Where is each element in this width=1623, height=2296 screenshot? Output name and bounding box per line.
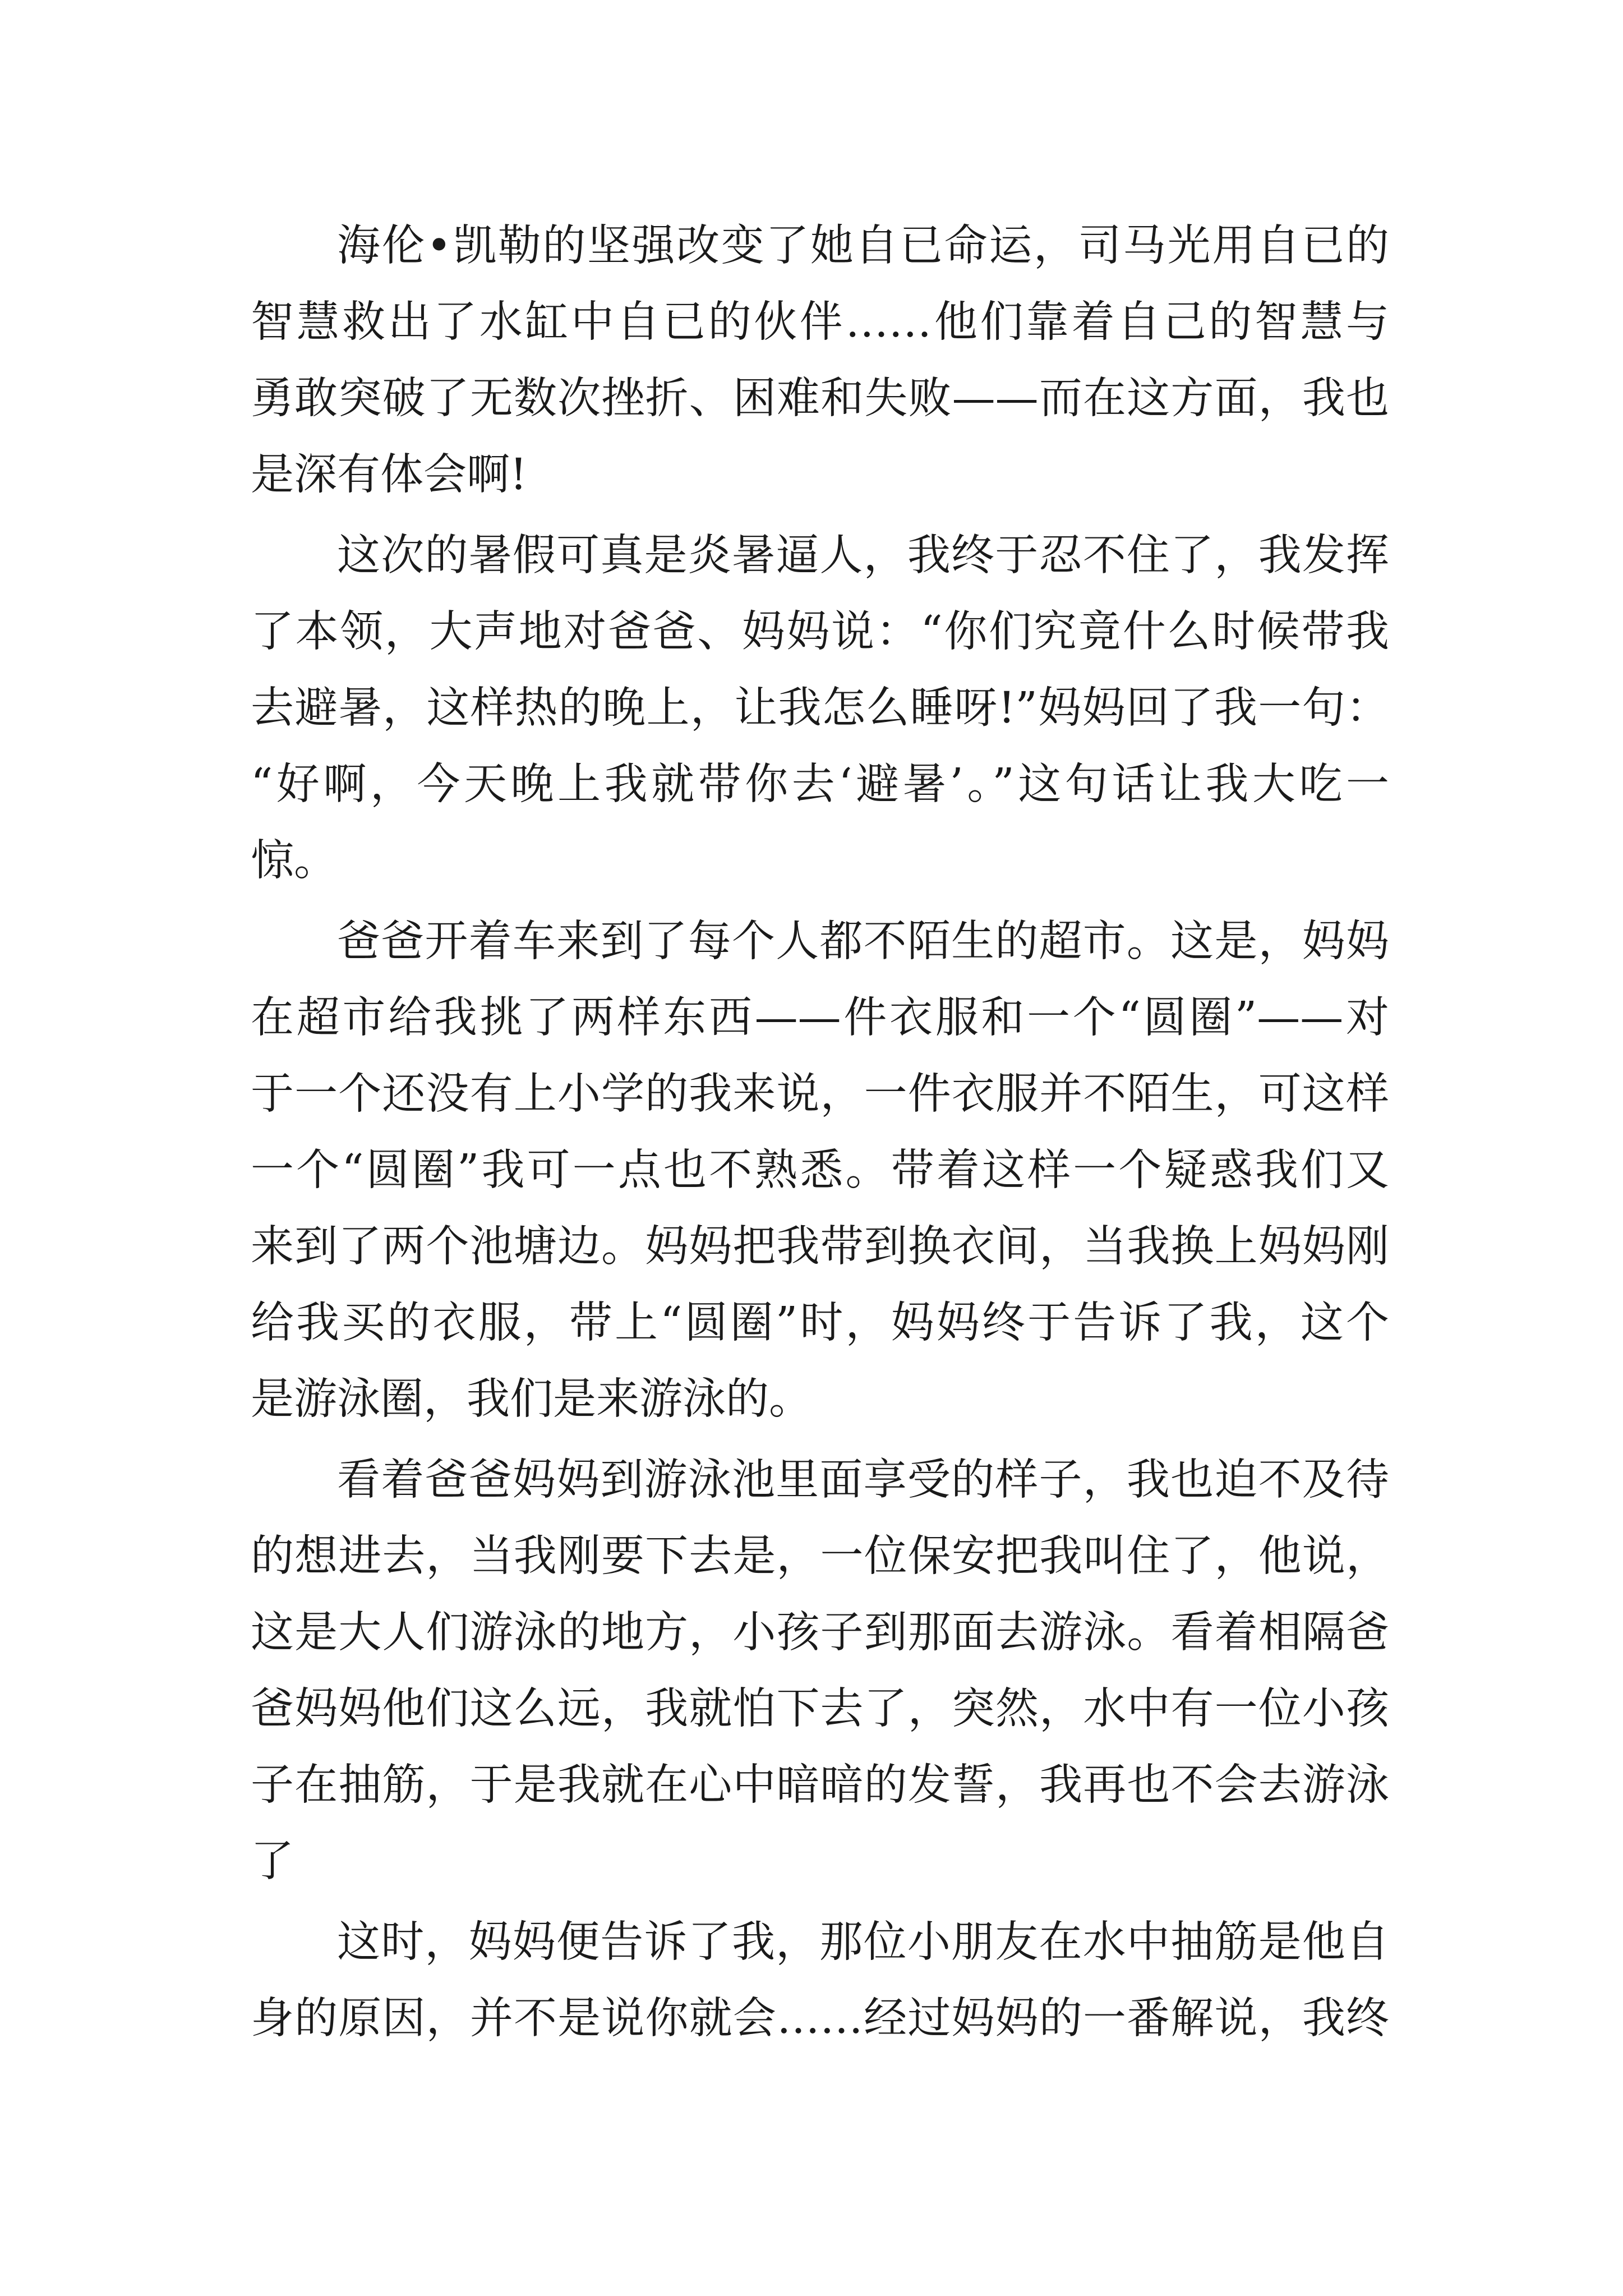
text-line: 了 [251,1837,294,1887]
text-line: 勇敢突破了无数次挫折、困难和失败——而在这方面，我也 [251,374,1389,424]
body-text [251,208,1389,2057]
text-line: 海伦•凯勒的坚强改变了她自已命运，司马光用自已的 [337,221,1389,271]
paragraph-2 [251,518,1389,899]
text-line: 惊。 [251,836,337,886]
paragraph-5 [251,1904,1389,2057]
text-line: 子在抽筋，于是我就在心中暗暗的发誓，我再也不会去游泳 [251,1760,1389,1810]
text-line: 这时，妈妈便告诉了我，那位小朋友在水中抽筋是他自 [337,1917,1389,1967]
text-line: 是深有体会啊! [251,450,527,500]
text-line: 一个“圆圈”我可一点也不熟悉。带着这样一个疑惑我们又 [251,1145,1389,1195]
paragraph-3 [251,904,1389,1438]
text-line: 看着爸爸妈妈到游泳池里面享受的样子，我也迫不及待 [337,1455,1389,1505]
text-line: 给我买的衣服，带上“圆圈”时，妈妈终于告诉了我，这个 [251,1298,1389,1348]
text-line: 爸妈妈他们这么远，我就怕下去了，突然，水中有一位小孩 [251,1684,1389,1734]
text-line: 这是大人们游泳的地方，小孩子到那面去游泳。看着相隔爸 [251,1608,1389,1658]
text-line: 了本领，大声地对爸爸、妈妈说：“你们究竟什么时候带我 [251,607,1389,657]
text-line: 身的原因，并不是说你就会……经过妈妈的一番解说，我终 [251,1994,1389,2044]
text-line: 在超市给我挑了两样东西——件衣服和一个“圆圈”——对 [251,993,1389,1043]
paragraph-1 [251,208,1389,513]
text-line: 是游泳圈，我们是来游泳的。 [251,1374,812,1424]
text-line: 的想进去，当我刚要下去是，一位保安把我叫住了，他说， [251,1531,1389,1581]
text-line: 去避暑，这样热的晚上，让我怎么睡呀!”妈妈回了我一句： [251,683,1389,733]
text-line: “好啊，今天晚上我就带你去‘避暑’。”这句话让我大吃一 [251,760,1389,809]
text-line: 来到了两个池塘边。妈妈把我带到换衣间，当我换上妈妈刚 [251,1222,1389,1272]
text-line: 智慧救出了水缸中自已的伙伴……他们靠着自己的智慧与 [251,297,1389,347]
text-line: 这次的暑假可真是炎暑逼人，我终于忍不住了，我发挥 [337,531,1389,581]
paragraph-4 [251,1442,1389,1900]
text-line: 爸爸开着车来到了每个人都不陌生的超市。这是，妈妈 [337,917,1389,967]
text-line: 于一个还没有上小学的我来说，一件衣服并不陌生，可这样 [251,1069,1389,1119]
